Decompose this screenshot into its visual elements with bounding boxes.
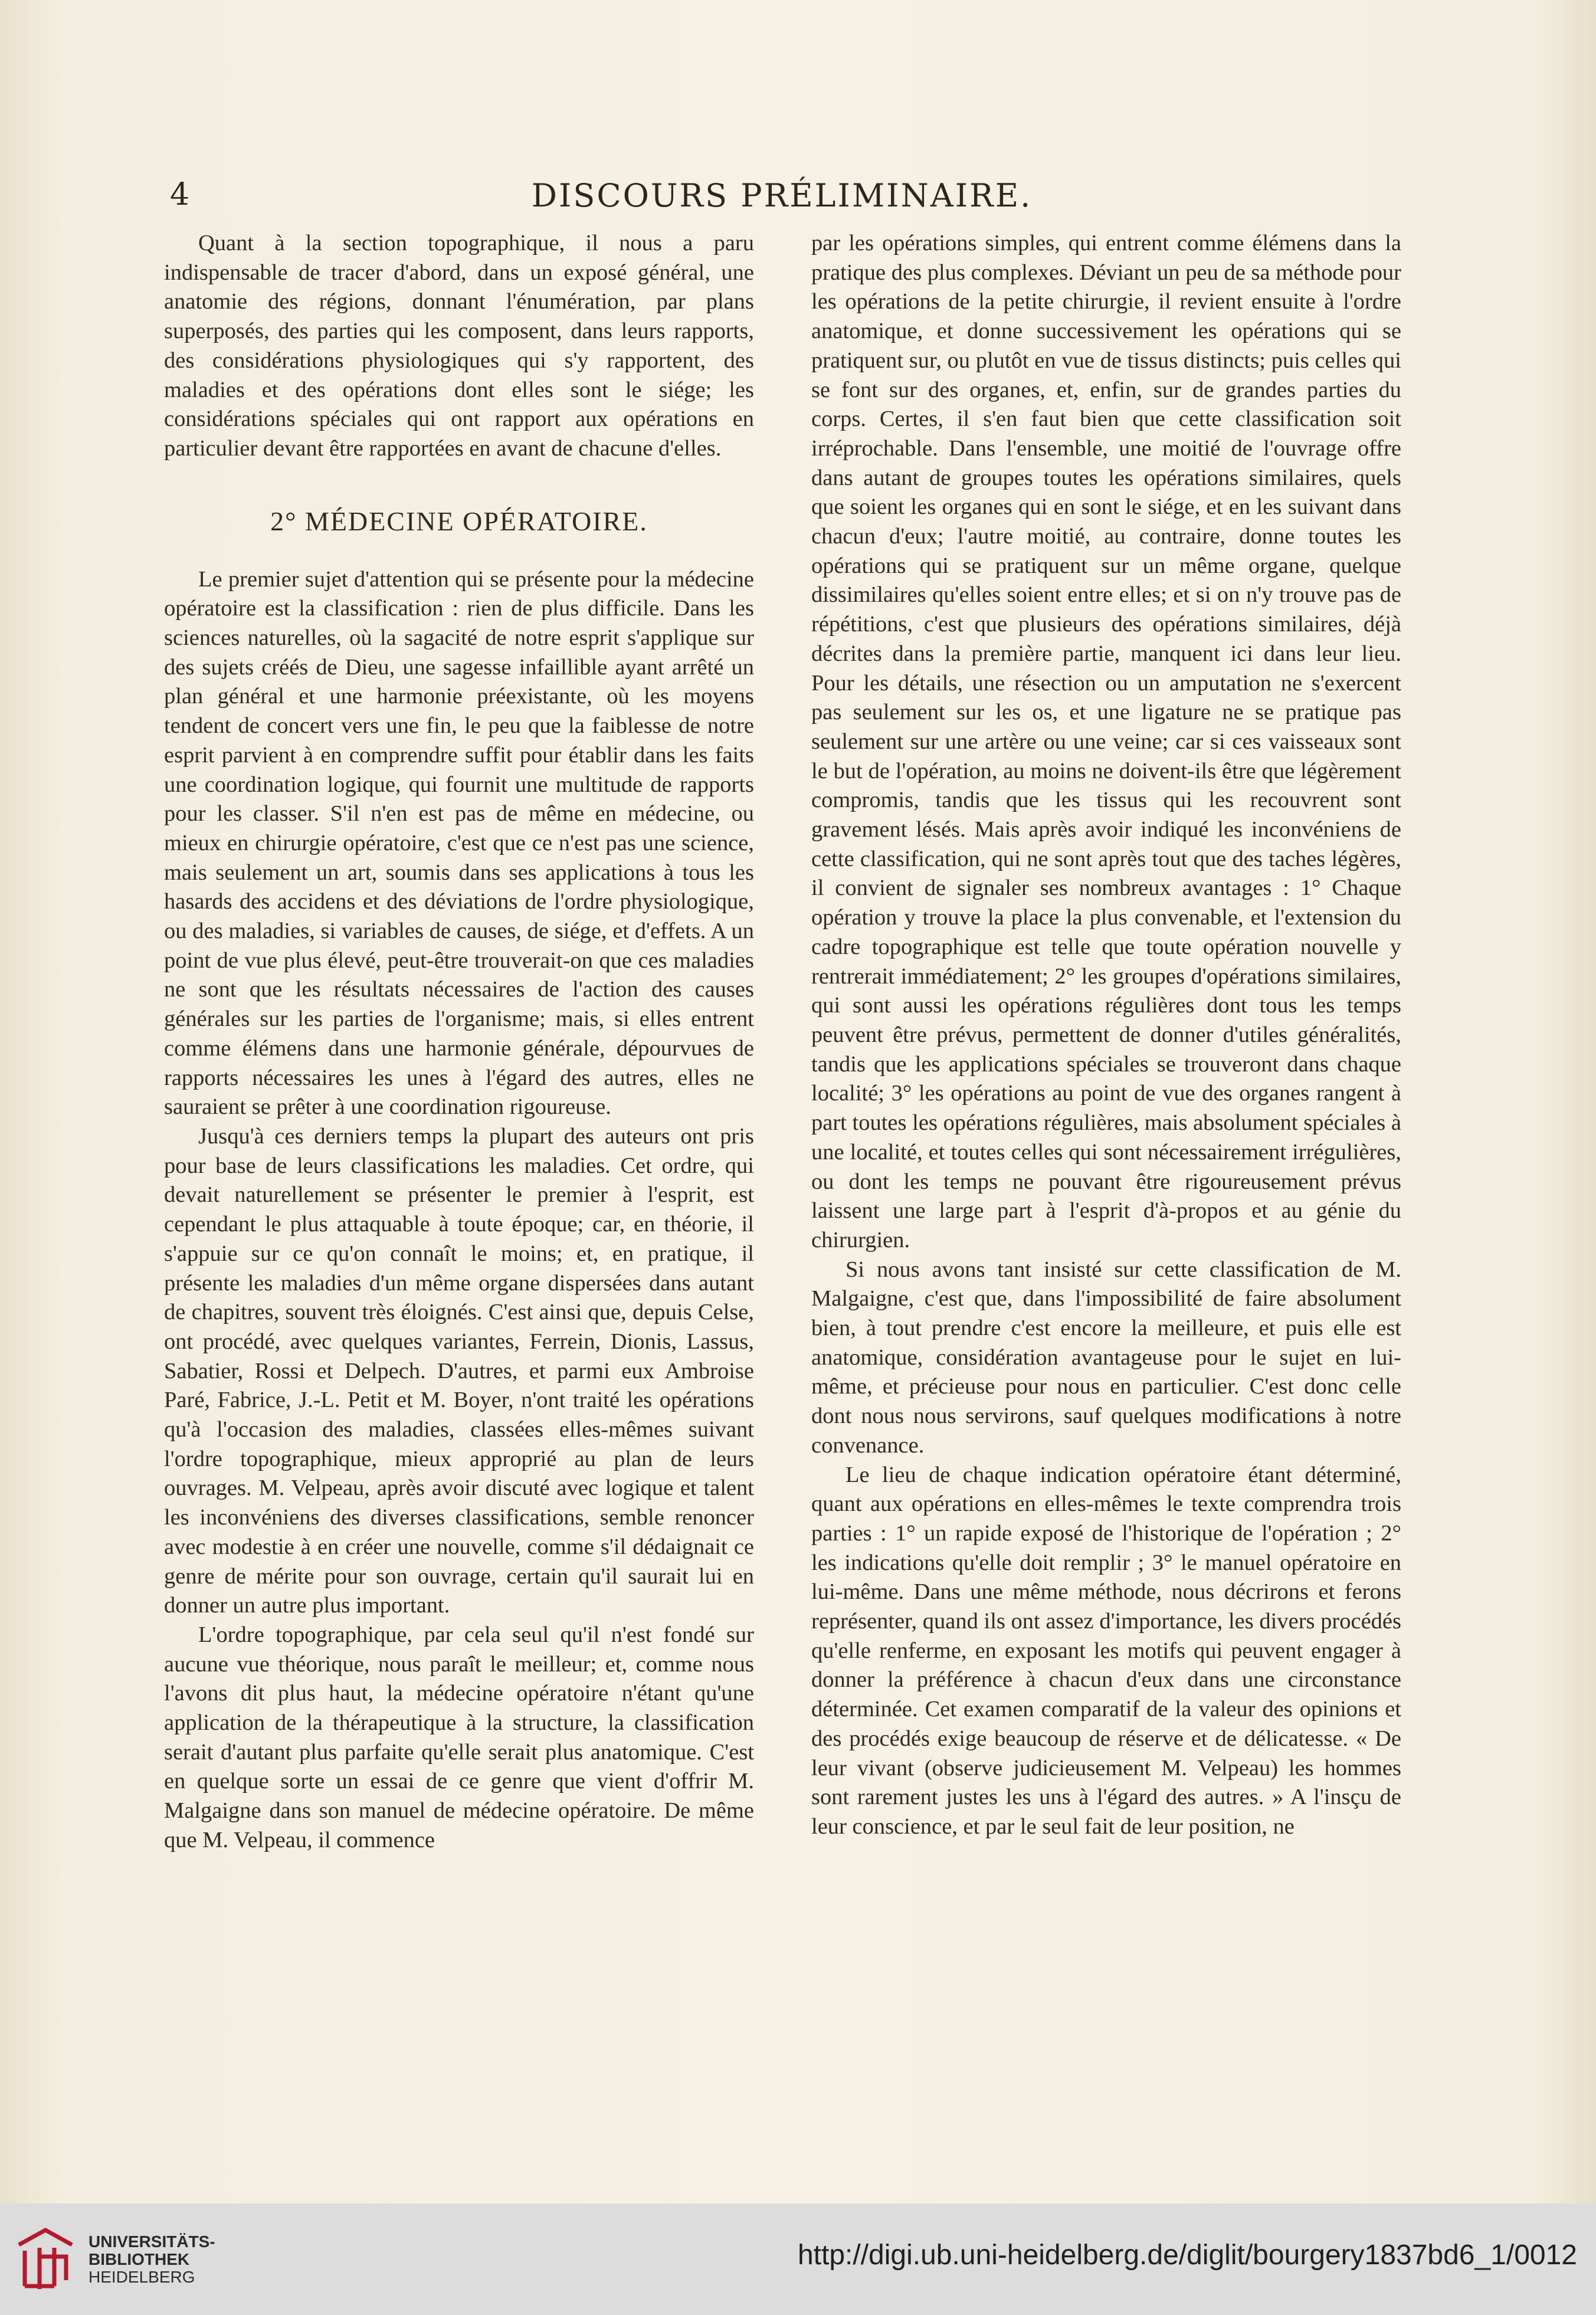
running-head: DISCOURS PRÉLIMINAIRE. xyxy=(531,177,1033,214)
library-logo-icon xyxy=(13,2221,78,2295)
paragraph: par les opérations simples, qui entrent comme élémens dans la pratique des plus complexes. Déviant un peu de sa méthode pour les opérations de la petite chirurgie, il revient ensuite à l'ordre anatomique, et donne successivement les opérations qui se pratiquent sur, ou plutôt en vue de tissus distincts; puis celles qui se font sur des organes, et, enfin, sur de grandes parties du corps. Certes, il s'en faut bien que cette classification soit irréprochable. Dans l'ensemble, une moitié de l'ouvrage offre dans autant de groupes toutes les opérations similaires, quels que soient les organes qui en sont le siége, et en les suivant dans chacun d'eux; l'autre moitié, au contraire, donne toutes les opérations qui se pratiquent sur un même organe, quelque dissimilaires qu'elles soient entre elles; et si on n'y trouve pas de répétitions, c'est que plusieurs des opérations similaires, déjà décrites dans la première partie, manquent ici dans leur lieu. Pour les détails, une résection ou un amputation ne s'exercent pas seulement sur les os, et une ligature ne se pratique pas seulement sur une artère ou une veine; car si ces vaisseaux sont le but de l'opération, au moins ne doivent-ils être que légèrement compromis, tandis que les tissus qui les recouvrent sont gravement lésés. Mais après avoir indiqué les inconvéniens de cette classification, qui ne sont après tout que des taches légères, il convient de signaler ses nombreux avantages : 1° Chaque opération y trouve la place la plus convenable, et l'extension du cadre topographique est telle que toute opération nouvelle y rentrerait immédiatement; 2° les groupes d'opérations similaires, qui sont aussi les opérations régulières dont tous les temps peuvent être prévus, permettent de donner d'utiles généralités, tandis que les applications spéciales se trouveront dans chaque localité; 3° les opérations au point de vue des organes rangent à part toutes les opérations régulières, mais absolument spéciales à une localité, et toutes celles qui sont nécessairement irrégulières, ou dont les temps ne pouvant être rigoureusement prévus laissent une large part à l'esprit d'à-propos et au génie du chirurgien. xyxy=(811,231,1401,1252)
right-column xyxy=(811,229,1401,1842)
page-number: 4 xyxy=(170,177,190,212)
paragraph: Si nous avons tant insisté sur cette classification de M. Malgaigne, c'est que, dans l'impossibilité de faire absolument bien, à tout prendre c'est encore la meilleure, et puis elle est anatomique, considération avantageuse pour le sujet en lui-même, et précieuse pour nous en particulier. C'est donc celle dont nous nous servirons, sauf quelques modifications à notre convenance. xyxy=(811,1257,1401,1458)
paragraph: Quant à la section topographique, il nous a paru indispensable de tracer d'abord, dans un exposé général, une anatomie des régions, donnant l'énumération, par plans superposés, des parties qui les composent, dans leurs rapports, des considérations physiologiques qui s'y rapportent, des maladies et des opérations dont elles sont le siége; les considérations spéciales qui ont rapport aux opérations en particulier devant être rapportées en avant de chacune d'elles. xyxy=(164,231,754,461)
paragraph: L'ordre topographique, par cela seul qu'il n'est fondé sur aucune vue théorique, nous paraît le meilleur; et, comme nous l'avons dit plus haut, la médecine opératoire n'étant qu'une application de la thérapeutique à la structure, la classification serait d'autant plus parfaite qu'elle serait plus anatomique. C'est en quelque sorte un essai de ce genre que vient d'offrir M. Malgaigne dans son manuel de médecine opératoire. De même que M. Velpeau, il commence xyxy=(164,1622,754,1852)
paragraph: Le lieu de chaque indication opératoire étant déterminé, quant aux opérations en elles-mêmes le texte comprendra trois parties : 1° un rapide exposé de l'historique de l'opération ; 2° les indications qu'elle doit remplir ; 3° le manuel opératoire en lui-même. Dans une même méthode, nous décrirons et ferons représenter, quand ils ont assez d'importance, les divers procédés qu'elle renferme, en exposant les motifs qui peuvent engager à donner la préférence à chacun d'eux dans une circonstance déterminée. Cet examen comparatif de la valeur des opinions et des procédés exige beaucoup de réserve et de délicatesse. « De leur vivant (observe judicieusement M. Velpeau) les hommes sont rarement justes les uns à l'égard des autres. » A l'insçu de leur conscience, et par le seul fait de leur position, ne xyxy=(811,1462,1401,1839)
left-column xyxy=(164,229,754,1855)
library-name-line: UNIVERSITÄTS- xyxy=(89,2232,215,2251)
section-heading: 2° MÉDECINE OPÉRATOIRE. xyxy=(270,506,648,536)
permalink-url[interactable]: http://digi.ub.uni-heidelberg.de/diglit/bourgery1837bd6_1/0012 xyxy=(797,2239,1577,2271)
library-name-line: BIBLIOTHEK xyxy=(89,2250,190,2268)
footer-bar xyxy=(0,2203,1596,2315)
page-header xyxy=(165,177,1398,224)
paragraph: Le premier sujet d'attention qui se présente pour la médecine opératoire est la classification : rien de plus difficile. Dans les sciences naturelles, où la sagacité de notre esprit s'applique sur des sujets créés de Dieu, une sagesse infaillible ayant arrêté un plan général et une harmonie préexistante, où les moyens tendent de concert vers une fin, le peu que la faiblesse de notre esprit parvient à en comprendre suffit pour établir dans les faits une coordination logique, qui fournit une multitude de rapports pour les classer. S'il n'en est pas de même en médecine, ou mieux en chirurgie opératoire, c'est que ce n'est pas une science, mais seulement un art, soumis dans ses applications à tous les hasards des accidens et des déviations de l'ordre physiologique, ou des maladies, si variables de causes, de siége, et d'effets. A un point de vue plus élevé, peut-être trouverait-on que ces maladies ne sont que les résultats nécessaires de l'action des causes générales sur les parties de l'organisme; mais, si elles entrent comme élémens dans une harmonie générale, dépourvues de rapports nécessaires les unes à l'égard des autres, elles ne sauraient se prêter à une coordination rigoureuse. xyxy=(164,566,754,1120)
paragraph: Jusqu'à ces derniers temps la plupart des auteurs ont pris pour base de leurs classifications les maladies. Cet ordre, qui devait naturellement se présenter le premier à l'esprit, est cependant le plus attaquable à toute époque; car, en théorie, il s'appuie sur ce qu'on connaît le moins; et, en pratique, il présente les maladies d'un même organe dispersées dans autant de chapitres, souvent très éloignés. C'est ainsi que, depuis Celse, ont procédé, avec quelques variantes, Ferrein, Dionis, Lassus, Sabatier, Rossi et Delpech. D'autres, et parmi eux Ambroise Paré, Fabrice, J.-L. Petit et M. Boyer, n'ont traité les opérations qu'à l'occasion des maladies, classées elles-mêmes suivant l'ordre topographique, mieux approprié au plan de leurs ouvrages. M. Velpeau, après avoir discuté avec logique et talent les inconvéniens des diverses classifications, semble renoncer avec modestie à en créer une nouvelle, comme s'il dédaignait ce genre de mérite pour son ouvrage, certain qu'il saurait lui en donner un autre plus important. xyxy=(164,1123,754,1618)
library-name-line: HEIDELBERG xyxy=(89,2268,195,2286)
library-name xyxy=(89,2233,215,2286)
